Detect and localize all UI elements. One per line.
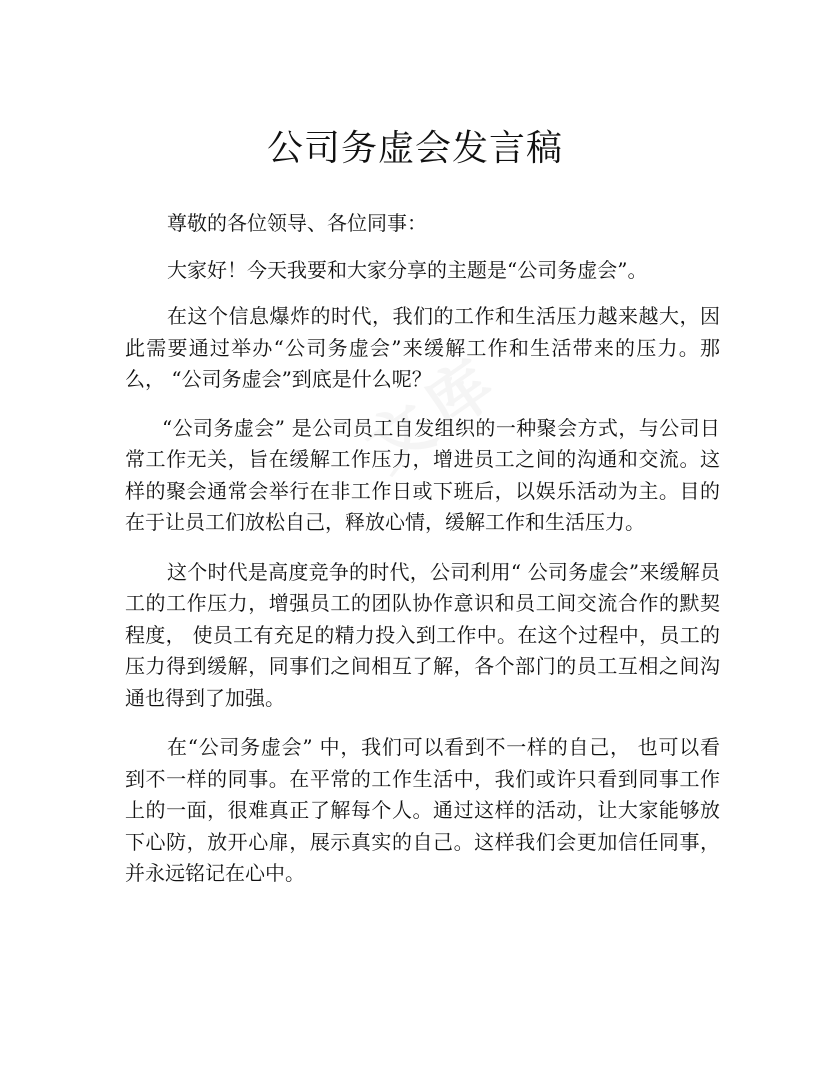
body-paragraph: “公司务虚会” 是公司员工自发组织的一种聚会方式，与公司日常工作无关，旨在缓解工作压力，增进员工之间的沟通和交流。这样的聚会通常会举行在非工作日或下班后，以娱乐活动为主。目的在于让员工们放松自己，释放心情，缓解工作和生活压力。 [125, 415, 720, 534]
document-title: 公司务虚会发言稿 [266, 128, 563, 169]
document-body [125, 208, 720, 890]
watermark: 文库 [353, 343, 514, 487]
body-paragraph: 这个时代是高度竞争的时代，公司利用“ 公司务虚会”来缓解员工的工作压力，增强员工的团队协作意识和员工间交流合作的默契程度， 使员工有充足的精力投入到工作中。在这个过程中，员工的压力得到缓解，同事们之间相互了解，各个部门的员工互相之间沟通也得到了加强。 [125, 559, 720, 710]
salutation-paragraph: 尊敬的各位领导、各位同事： [167, 211, 427, 235]
body-paragraph: 在“公司务虚会” 中，我们可以看到不一样的自己， 也可以看到不一样的同事。在平常的工作生活中，我们或许只看到同事工作上的一面，很难真正了解每个人。通过这样的活动，让大家能够放下心防，放开心扉，展示真实的自己。这样我们会更加信任同事， 并永远铭记在心中。 [125, 735, 720, 885]
body-paragraph: 在这个信息爆炸的时代，我们的工作和生活压力越来越大，因此需要通过举办“公司务虚会”来缓解工作和生活带来的压力。那么， “公司务虚会”到底是什么呢？ [125, 304, 720, 391]
opening-paragraph: 大家好！今天我要和大家分享的主题是“公司务虚会”。 [167, 257, 648, 282]
